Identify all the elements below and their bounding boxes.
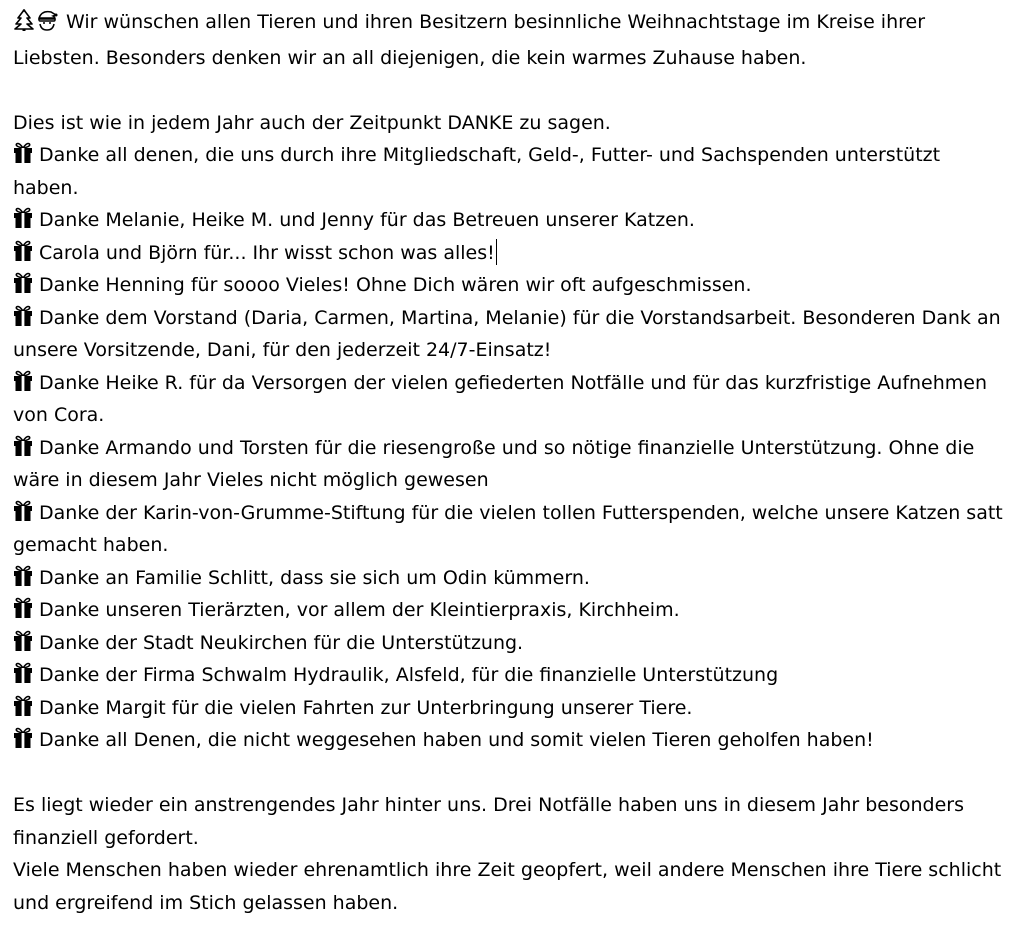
thanks-item-text: Danke all denen, die uns durch ihre Mitgliedschaft, Geld-, Futter- und Sachspenden unterstützt haben. [13,144,941,199]
thanks-item-text: Danke an Familie Schlitt, dass sie sich um Odin kümmern. [39,566,590,589]
thanks-item [13,139,1003,204]
closing-paragraph-2: Viele Menschen haben wieder ehrenamtlich ihre Zeit geopfert, weil andere Menschen ihre Tiere schlicht und ergreifend im Stich gelassen haben. [13,859,1002,914]
thanks-item-text: Danke unseren Tierärzten, vor allem der Kleintierpraxis, Kirchheim. [39,599,680,621]
thanks-item [13,724,1003,757]
gift-icon [13,727,33,749]
thanks-item [13,432,1003,497]
gift-icon [13,435,33,457]
gift-icon [13,142,33,164]
danke-intro: Dies ist wie in jedem Jahr auch der Zeitpunkt DANKE zu sagen. [13,111,611,134]
thanks-item-text: Danke dem Vorstand (Daria, Carmen, Martina, Melanie) für die Vorstandsarbeit. Besonderen Dank an unsere Vorsitzende, Dani, für den jederzeit 24/7-Einsatz! [13,306,1001,361]
thanks-item [13,204,1003,237]
thanks-list [13,139,1003,757]
thanks-item [13,659,1003,692]
thanks-item-text: Danke Melanie, Heike M. und Jenny für das Betreuen unserer Katzen. [39,209,695,231]
gift-icon [13,662,33,684]
thanks-item [13,237,1003,270]
thanks-item-text: Danke Margit für die vielen Fahrten zur Unterbringung unserer Tiere. [39,696,693,719]
intro-icons [13,9,58,42]
thanks-item-text: Danke der Karin-von-Grumme-Stiftung für die vielen tollen Futterspenden, welche unsere Katzen satt gemacht haben. [13,501,1003,556]
thanks-item [13,367,1003,432]
intro-paragraph [13,6,1003,74]
thanks-item-text: Danke Henning für soooo Vieles! Ohne Dich wären wir oft aufgeschmissen. [39,274,752,296]
thanks-item [13,562,1003,595]
gift-icon [13,305,33,327]
thanks-item-text: Carola und Björn für... Ihr wisst schon was alles! [39,241,495,264]
intro-text: Wir wünschen allen Tieren und ihren Besitzern besinnliche Weihnachtstage im Kreise ihrer Liebsten. Besonders denken wir an all diejenigen, die kein warmes Zuhause haben. [13,11,926,69]
thanks-item-text: Danke der Stadt Neukirchen für die Unterstützung. [39,631,524,654]
thanks-item-text: Danke Heike R. für da Versorgen der vielen gefiederten Notfälle und für das kurzfristige Aufnehmen von Cora. [13,371,988,426]
thanks-item [13,302,1003,367]
thanks-item [13,692,1003,725]
closing-paragraph-1: Es liegt wieder ein anstrengendes Jahr hinter uns. Drei Notfälle haben uns in diesem Jahr besonders finanziell gefordert. [13,794,965,849]
gift-icon [13,272,33,294]
gift-icon [13,370,33,392]
gift-icon [13,240,33,262]
thanks-item [13,269,1003,302]
gift-icon [13,207,33,229]
thanks-item-text: Danke all Denen, die nicht weggesehen haben und somit vielen Tieren geholfen haben! [39,729,874,751]
gift-icon [13,500,33,522]
thanks-item [13,497,1003,562]
empty-line [13,74,1003,107]
thanks-item-text: Danke der Firma Schwalm Hydraulik, Alsfeld, für die finanzielle Unterstützung [39,664,779,686]
thanks-item [13,594,1003,627]
gift-icon [13,597,33,619]
santa-face-icon [36,9,58,42]
gift-icon [13,565,33,587]
gift-icon [13,630,33,652]
christmas-tree-icon [13,9,35,42]
empty-line [13,757,1003,790]
thanks-item-text: Danke Armando und Torsten für die riesengroße und so nötige finanzielle Unterstützung. Ohne die wäre in diesem Jahr Vieles nicht möglich gewesen [13,436,975,491]
document-body[interactable] [13,6,1003,919]
gift-icon [13,695,33,717]
text-cursor [496,239,497,265]
thanks-item [13,627,1003,660]
